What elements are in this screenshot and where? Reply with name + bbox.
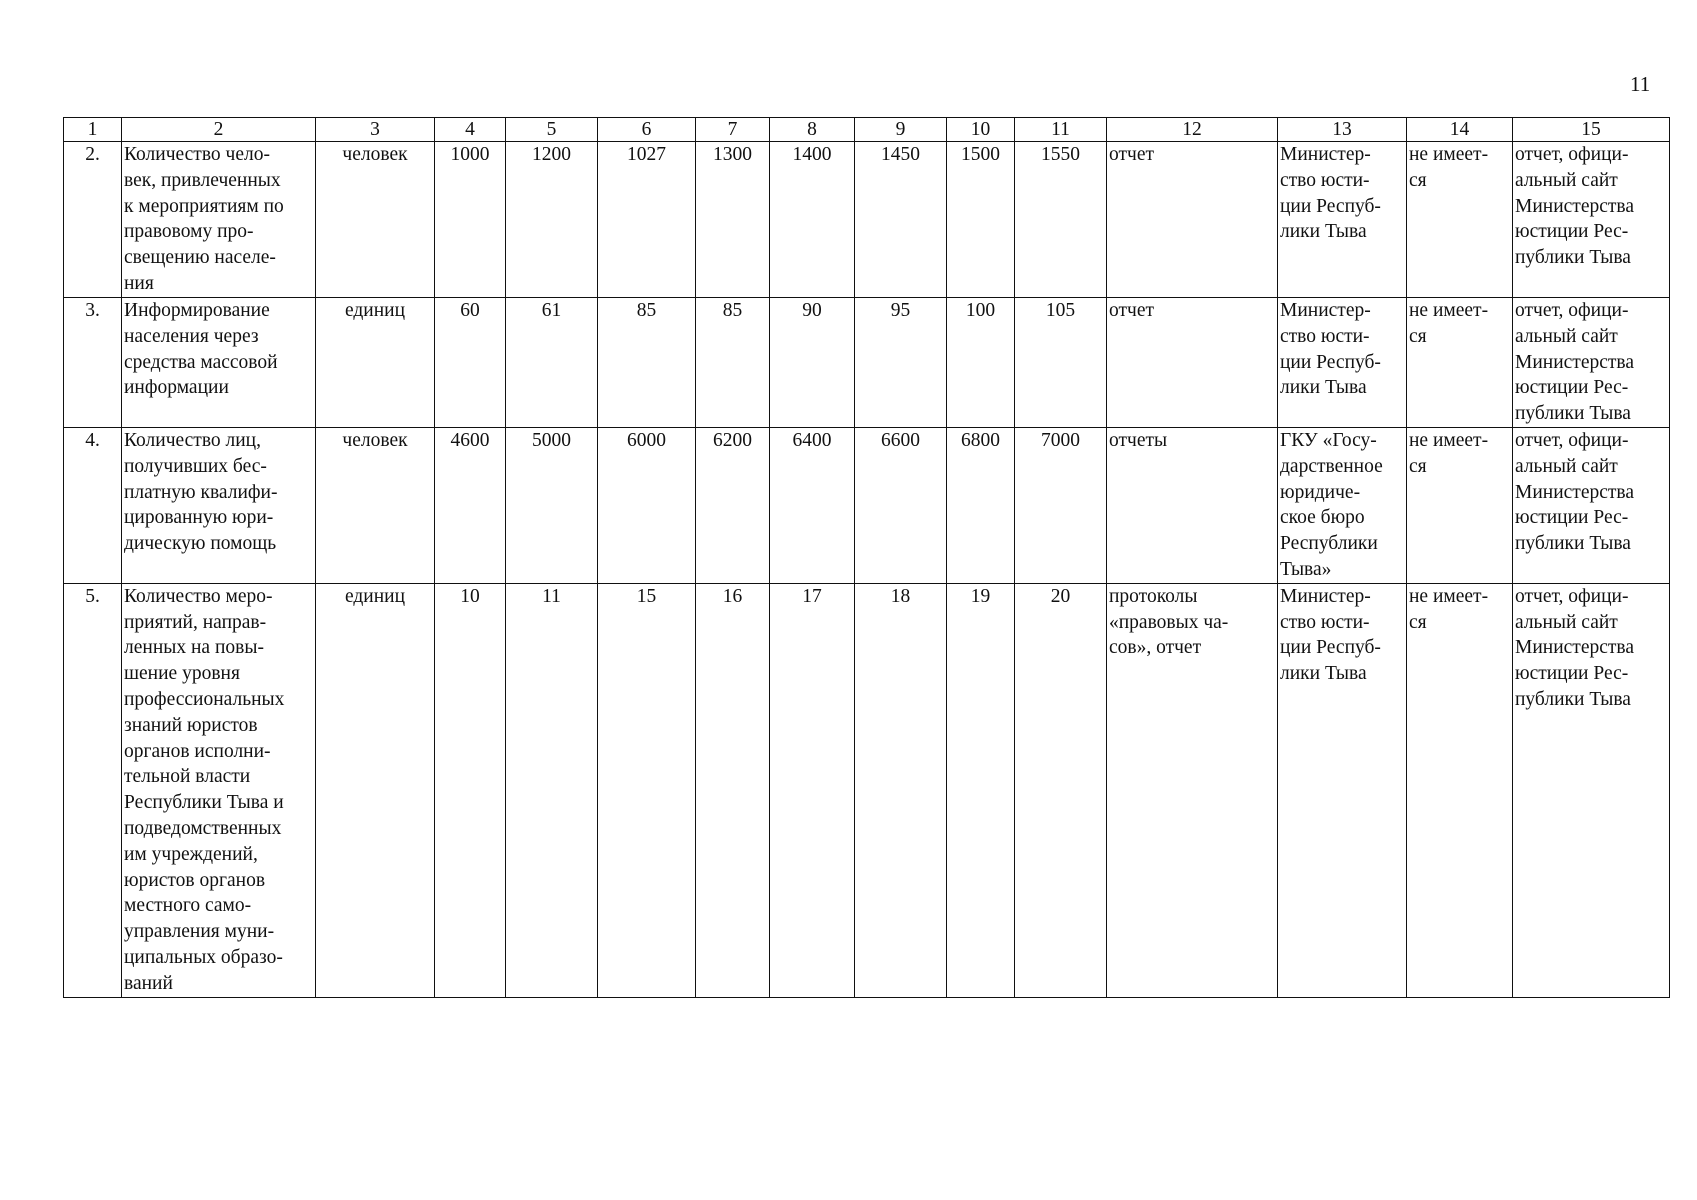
unit-cell: единиц — [316, 298, 435, 428]
value-cell: 4600 — [435, 427, 506, 583]
value-cell: 1000 — [435, 142, 506, 298]
table-row — [64, 583, 1670, 997]
publication-cell: отчет, офици- альный сайт Министерства юстиции Рес- публики Тыва — [1513, 298, 1670, 428]
value-cell: 15 — [598, 583, 696, 997]
responsible-cell: Министер- ство юсти- ции Респуб- лики Тыва — [1278, 142, 1407, 298]
header-cell: 2 — [122, 118, 316, 142]
row-number: 5. — [64, 583, 122, 997]
value-cell: 85 — [598, 298, 696, 428]
header-cell: 7 — [696, 118, 770, 142]
value-cell: 1450 — [855, 142, 947, 298]
indicator-name: Информирование населения через средства массовой информации — [122, 298, 316, 428]
source-cell: отчет — [1107, 298, 1278, 428]
table-row — [64, 142, 1670, 298]
header-cell: 8 — [770, 118, 855, 142]
value-cell: 5000 — [506, 427, 598, 583]
note-cell: не имеет- ся — [1407, 583, 1513, 997]
value-cell: 6200 — [696, 427, 770, 583]
responsible-cell: Министер- ство юсти- ции Респуб- лики Тыва — [1278, 583, 1407, 997]
header-cell: 15 — [1513, 118, 1670, 142]
value-cell: 60 — [435, 298, 506, 428]
value-cell: 7000 — [1015, 427, 1107, 583]
header-cell: 9 — [855, 118, 947, 142]
source-cell: отчет — [1107, 142, 1278, 298]
publication-cell: отчет, офици- альный сайт Министерства юстиции Рес- публики Тыва — [1513, 583, 1670, 997]
value-cell: 61 — [506, 298, 598, 428]
value-cell: 18 — [855, 583, 947, 997]
header-cell: 1 — [64, 118, 122, 142]
header-cell: 14 — [1407, 118, 1513, 142]
header-row — [64, 118, 1670, 142]
publication-cell: отчет, офици- альный сайт Министерства юстиции Рес- публики Тыва — [1513, 142, 1670, 298]
indicator-name: Количество меро- приятий, направ- ленных на повы- шение уровня профессиональных знаний юристов органов исполни- тельной власти Республики Тыва и подведомственных им учреждений, юристов органов местного само- управления муни- ципальных образо- ваний — [122, 583, 316, 997]
indicators-table — [63, 117, 1670, 998]
value-cell: 1400 — [770, 142, 855, 298]
unit-cell: человек — [316, 142, 435, 298]
header-cell: 11 — [1015, 118, 1107, 142]
value-cell: 6800 — [947, 427, 1015, 583]
header-cell: 4 — [435, 118, 506, 142]
row-number: 3. — [64, 298, 122, 428]
responsible-cell: ГКУ «Госу- дарственное юридиче- ское бюро Республики Тыва» — [1278, 427, 1407, 583]
header-cell: 6 — [598, 118, 696, 142]
value-cell: 19 — [947, 583, 1015, 997]
value-cell: 6000 — [598, 427, 696, 583]
publication-cell: отчет, офици- альный сайт Министерства юстиции Рес- публики Тыва — [1513, 427, 1670, 583]
value-cell: 1027 — [598, 142, 696, 298]
value-cell: 85 — [696, 298, 770, 428]
source-cell: протоколы «правовых ча- сов», отчет — [1107, 583, 1278, 997]
row-number: 2. — [64, 142, 122, 298]
source-cell: отчеты — [1107, 427, 1278, 583]
value-cell: 11 — [506, 583, 598, 997]
note-cell: не имеет- ся — [1407, 427, 1513, 583]
note-cell: не имеет- ся — [1407, 142, 1513, 298]
value-cell: 6400 — [770, 427, 855, 583]
header-cell: 13 — [1278, 118, 1407, 142]
note-cell: не имеет- ся — [1407, 298, 1513, 428]
value-cell: 90 — [770, 298, 855, 428]
value-cell: 16 — [696, 583, 770, 997]
table-row — [64, 298, 1670, 428]
indicator-name: Количество чело- век, привлеченных к мероприятиям по правовому про- свещению населе- ния — [122, 142, 316, 298]
header-cell: 5 — [506, 118, 598, 142]
value-cell: 1200 — [506, 142, 598, 298]
value-cell: 1500 — [947, 142, 1015, 298]
value-cell: 105 — [1015, 298, 1107, 428]
table-row — [64, 427, 1670, 583]
unit-cell: единиц — [316, 583, 435, 997]
value-cell: 6600 — [855, 427, 947, 583]
value-cell: 95 — [855, 298, 947, 428]
unit-cell: человек — [316, 427, 435, 583]
responsible-cell: Министер- ство юсти- ции Респуб- лики Тыва — [1278, 298, 1407, 428]
value-cell: 1300 — [696, 142, 770, 298]
header-cell: 12 — [1107, 118, 1278, 142]
value-cell: 1550 — [1015, 142, 1107, 298]
value-cell: 10 — [435, 583, 506, 997]
row-number: 4. — [64, 427, 122, 583]
value-cell: 100 — [947, 298, 1015, 428]
value-cell: 17 — [770, 583, 855, 997]
page-number: 11 — [1630, 72, 1651, 96]
value-cell: 20 — [1015, 583, 1107, 997]
indicator-name: Количество лиц, получивших бес- платную квалифи- цированную юри- дическую помощь — [122, 427, 316, 583]
header-cell: 3 — [316, 118, 435, 142]
header-cell: 10 — [947, 118, 1015, 142]
